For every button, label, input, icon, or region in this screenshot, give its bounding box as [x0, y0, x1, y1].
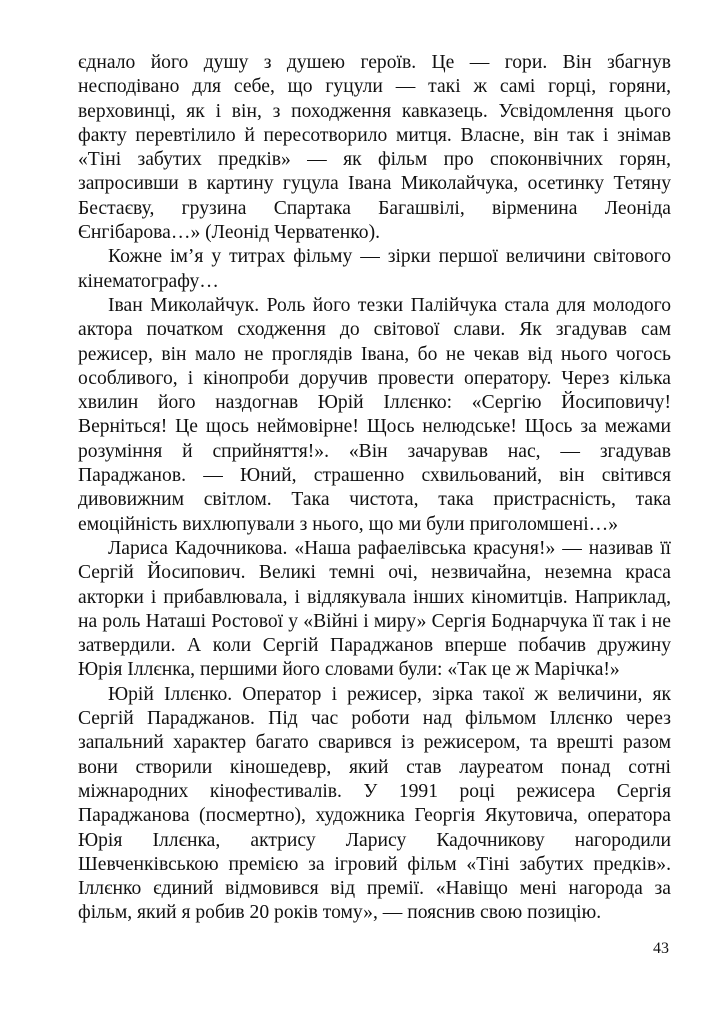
- paragraph-titles: Кожне ім’я у титрах фільму — зірки першої величини світового кінематографу…: [78, 246, 671, 292]
- paragraph-illienko: Юрій Іллєнко. Оператор і режисер, зірка такої ж величини, як Сергій Параджанов. Під час роботи над фільмом Іллєнко через запальний характер багато сварився із режисером, та врешті разом вони створили кіношедевр, який став лауреатом понад сотні міжнародних кінофестивалів. У 1991 році режисера Сергія Параджанова (посмертно), художника Георгія Якутовича, оператора Юрія Іллєнка, актрису Ларису Кадочникову нагородили Шевченківською премією за ігровий фільм «Тіні забутих предків». Іллєнко єдиний відмовився від премії. «Навіщо мені нагорода за фільм, який я робив 20 років тому», — пояснив свою позицію.: [78, 683, 671, 924]
- paragraph-kadochnikova: Лариса Кадочникова. «Наша рафаелівська красуня!» — називав її Сергій Йосипович. Великі темні очі, незвичайна, неземна краса акторки і прибавлювала, і відлякувала інших кіномитців. Наприклад, на роль Наташі Ростової у «Війні і миру» Сергія Боднарчука її так і не затвердили. А коли Сергій Параджанов вперше побачив дружину Юрія Іллєнка, першими його словами були: «Так це ж Марічка!»: [78, 537, 671, 681]
- paragraph-mykolaichuk: Іван Миколайчук. Роль його тезки Палійчука стала для молодого актора початком сходження до світової слави. Як згадував сам режисер, він мало не проглядів Івана, бо не чекав від нього чогось особливого, і кінопроби доручив провести оператору. Через кілька хвилин його наздогнав Юрій Іллєнко: «Сергію Йосиповичу! Верніться! Це щось неймовірне! Щось нелюдське! Щось за межами розуміння й сприйняття!». «Він зачарував нас, — згадував Параджанов. — Юний, страшенно схвильований, він світився дивовижним світлом. Така чистота, така пристрасність, така емоційність вихлюпували з нього, що ми були приголомшені…»: [78, 294, 671, 535]
- body-text: [78, 51, 671, 926]
- page-number: 43: [653, 940, 669, 957]
- paragraph-continuation: єднало його душу з душею героїв. Це — гори. Він збагнув несподівано для себе, що гуцули — такі ж самі горці, горяни, верховинці, як і він, з походження кавказець. Усвідомлення цього факту перевтілило й пересотворило митця. Власне, він так і знімав «Тіні забутих предків» — як фільм про споконвічних горян, запросивши в картину гуцула Івана Миколайчука, осетинку Тетяну Бестаєву, грузина Спартака Багашвілі, вірменина Леоніда Єнгібарова…» (Леонід Черватенко).: [78, 52, 671, 244]
